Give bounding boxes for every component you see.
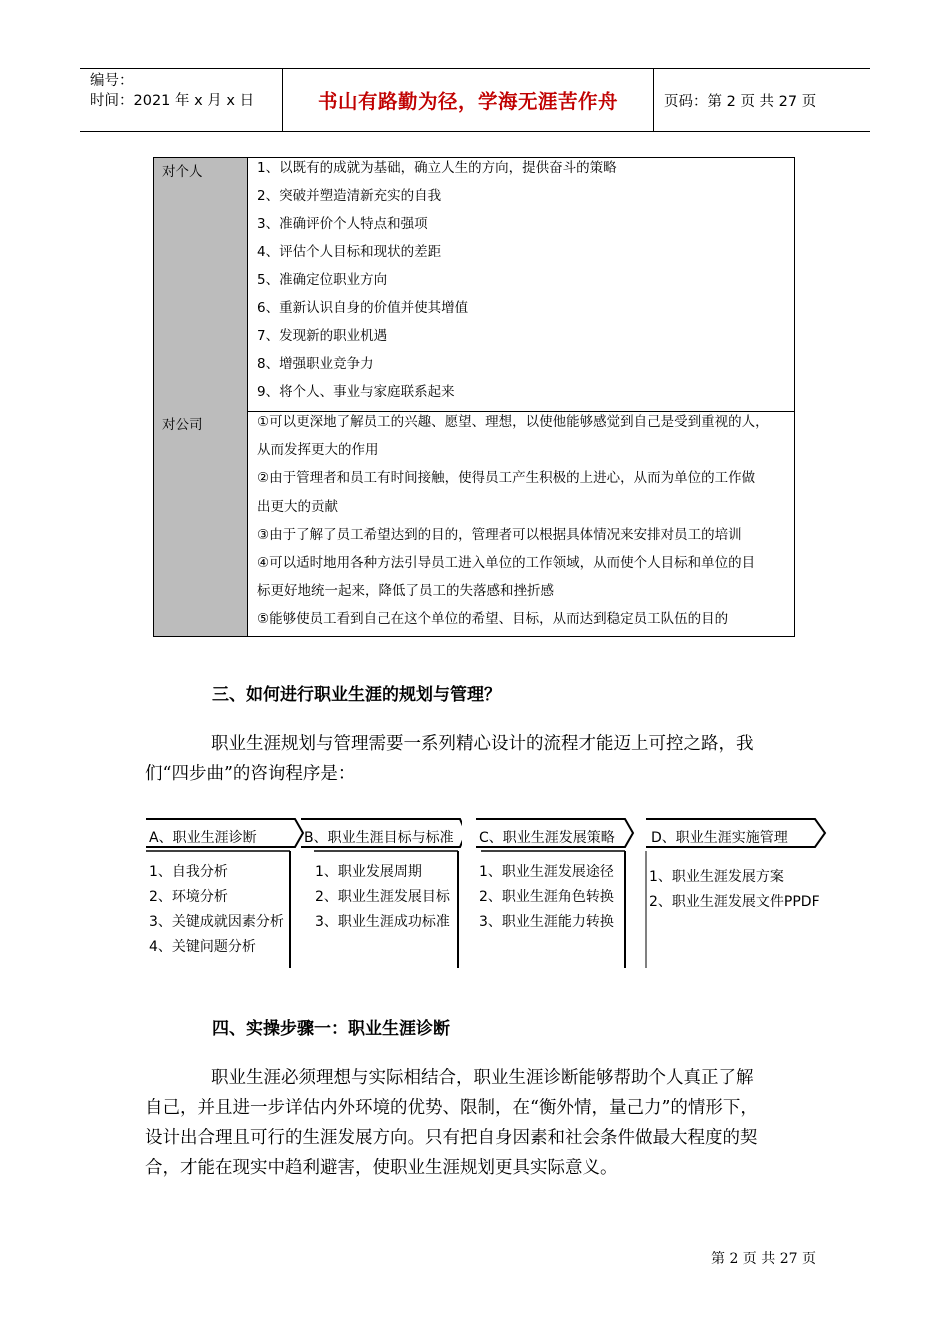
table-line: 6、重新认识自身的价值并使其增值: [257, 300, 469, 316]
table-row-company: [154, 411, 794, 636]
step-items: [149, 862, 284, 962]
table-line: 5、准确定位职业方向: [257, 272, 388, 288]
table-row-content: [249, 158, 794, 411]
step-b: [300, 815, 462, 970]
step-item: 3、关键成就因素分析: [149, 914, 284, 930]
header-time: 时间：2021 年 x 月 x 日: [90, 93, 255, 109]
step-c: [475, 815, 637, 970]
header-meta: [80, 69, 282, 131]
table-line: 1、以既有的成就为基础，确立人生的方向，提供奋斗的策略: [257, 160, 617, 176]
paragraph-line: 合，才能在现实中趋利避害，使职业生涯规划更具实际意义。: [145, 1158, 618, 1178]
step-title: C、职业生涯发展策略: [479, 830, 615, 846]
table-line: 3、准确评价个人特点和强项: [257, 216, 428, 232]
page-header: [80, 68, 870, 132]
table-line: 7、发现新的职业机遇: [257, 328, 388, 344]
step-item: 3、职业生涯成功标准: [315, 914, 450, 930]
header-number: 编号：: [90, 73, 134, 89]
step-item: 1、职业生涯发展途径: [479, 864, 614, 880]
step-title: B、职业生涯目标与标准: [304, 830, 454, 846]
table-line: 出更大的贡献: [257, 498, 338, 515]
table-line: ②由于管理者和员工有时间接触，使得员工产生积极的上进心，从而为单位的工作做: [257, 470, 756, 487]
table-line: ③由于了解了员工希望达到的目的，管理者可以根据具体情况来安排对员工的培训: [257, 526, 742, 543]
step-a: [145, 815, 307, 970]
section3-paragraph: [145, 729, 807, 789]
step-items: [649, 867, 820, 917]
step-items: [315, 862, 450, 937]
step-item: 2、职业生涯角色转换: [479, 889, 614, 905]
table-row-label: 对公司: [154, 411, 248, 636]
step-item: 1、自我分析: [149, 864, 228, 880]
step-item: 2、职业生涯发展文件PPDF: [649, 894, 820, 910]
step-title: A、职业生涯诊断: [149, 830, 257, 846]
table-line: 从而发挥更大的作用: [257, 442, 379, 459]
step-item: 4、关键问题分析: [149, 939, 256, 955]
step-item: 1、职业发展周期: [315, 864, 422, 880]
paragraph-line: 职业生涯规划与管理需要一系列精心设计的流程才能迈上可控之路，我: [211, 734, 754, 754]
paragraph-line: 职业生涯必须理想与实际相结合，职业生涯诊断能够帮助个人真正了解: [211, 1068, 754, 1088]
table-row-label: 对个人: [154, 158, 248, 411]
step-item: 3、职业生涯能力转换: [479, 914, 614, 930]
section4-paragraph: [145, 1063, 807, 1183]
table-line: ①可以更深地了解员工的兴趣、愿望、理想，以使他能够感觉到自己是受到重视的人，: [257, 414, 769, 430]
header-motto: 书山有路勤为径，学海无涯苦作舟: [282, 69, 654, 131]
table-line: 9、将个人、事业与家庭联系起来: [257, 384, 455, 400]
page-footer: 第 2 页 共 27 页: [711, 1251, 816, 1267]
section4-heading: 四、实操步骤一：职业生涯诊断: [212, 1019, 450, 1039]
paragraph-line: 们“四步曲”的咨询程序是：: [145, 764, 356, 784]
section3-heading: 三、如何进行职业生涯的规划与管理？: [212, 685, 501, 705]
step-item: 2、环境分析: [149, 889, 228, 905]
benefits-table: [153, 157, 795, 637]
table-row-content: [249, 411, 794, 636]
step-title: D、职业生涯实施管理: [651, 830, 788, 846]
table-line: 2、突破并塑造清新充实的自我: [257, 188, 442, 204]
table-line: 标更好地统一起来，降低了员工的失落感和挫折感: [257, 583, 554, 600]
step-d: [645, 815, 835, 970]
step-item: 1、职业生涯发展方案: [649, 869, 784, 885]
step-items: [479, 862, 614, 937]
header-page-number: 页码：第 2 页 共 27 页: [664, 93, 817, 110]
four-step-diagram: [145, 815, 835, 970]
table-row-personal: [154, 158, 794, 412]
paragraph-line: 自己，并且进一步详估内外环境的优势、限制，在“衡外情，量己力”的情形下，: [145, 1098, 758, 1118]
paragraph-line: 设计出合理且可行的生涯发展方向。只有把自身因素和社会条件做最大程度的契: [145, 1128, 758, 1148]
step-item: 2、职业生涯发展目标: [315, 889, 450, 905]
table-line: ④可以适时地用各种方法引导员工进入单位的工作领域，从而使个人目标和单位的目: [257, 554, 756, 571]
table-line: 8、增强职业竞争力: [257, 356, 374, 372]
table-line: 4、评估个人目标和现状的差距: [257, 244, 442, 260]
table-line: ⑤能够使员工看到自己在这个单位的希望、目标，从而达到稳定员工队伍的目的: [257, 611, 729, 628]
